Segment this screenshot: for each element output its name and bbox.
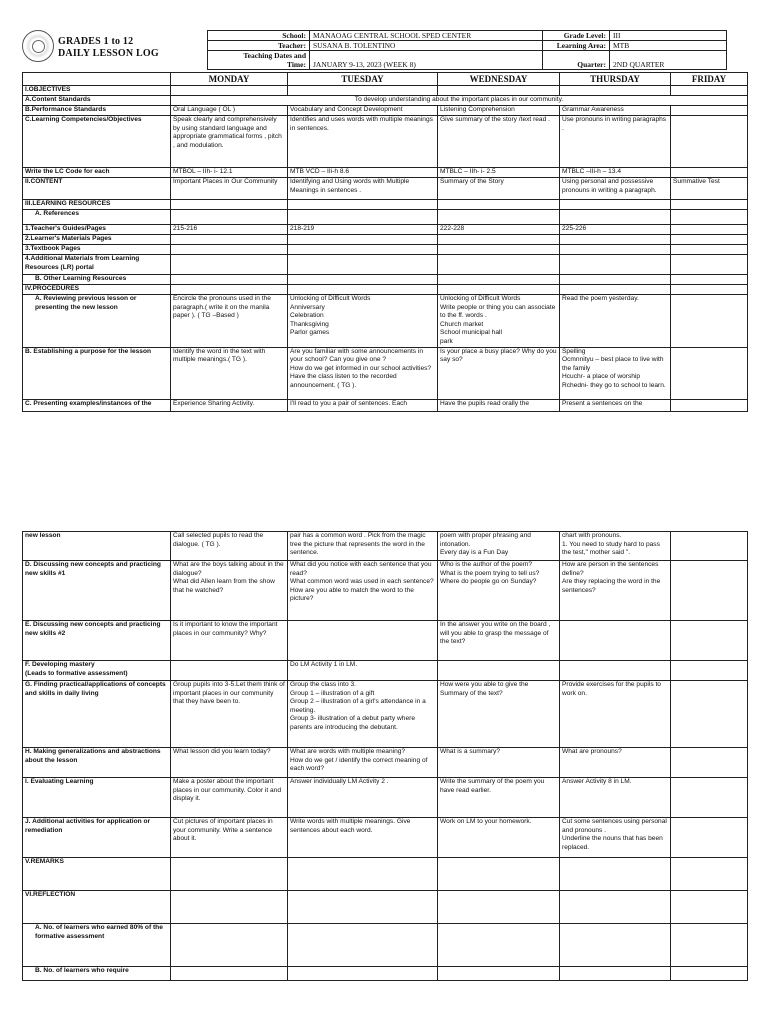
cell-wednesday [438,967,560,981]
row-label: 1.Teacher's Guides/Pages [23,225,171,235]
day-header-friday: FRIDAY [671,73,748,86]
cell-wednesday: Unlocking of Difficult Words Write people or thing you can associate to the ff. words . Church market School municipal hall park [438,295,560,348]
cell-tuesday: Write words with multiple meanings. Give sentences about each word. [288,818,438,858]
day-header-row [23,73,748,86]
cell-friday [671,924,748,967]
dates-label [208,51,310,70]
cell-tuesday [288,210,438,225]
cell-tuesday: Are you familiar with some announcements in your school? Can you give one ? How do we get informed in our school activities? Have the class listen to the recorded announcement. ( TG ). [288,347,438,399]
teacher-label: Teacher: [208,41,310,51]
row-label: B. Establishing a purpose for the lesson [23,347,171,399]
cell-friday [671,255,748,275]
cell-tuesday: Identifying and Using words with Multiple Meanings in sentences . [288,178,438,200]
cell-tuesday: Identifies and uses words with multiple meanings in sentences. [288,116,438,168]
cell-friday [671,200,748,210]
cell-thursday: Present a sentences on the [560,399,671,411]
cell-monday [171,200,288,210]
lesson-log-table-part-2 [22,531,748,981]
row-label: H. Making generalizations and abstractions about the lesson [23,748,171,778]
cell-monday [171,891,288,924]
table-row [23,748,748,778]
day-header-wednesday: WEDNESDAY [438,73,560,86]
area-value: MTB [610,41,727,51]
cell-friday [671,168,748,178]
page-1 [22,28,747,412]
table-row [23,347,748,399]
row-label: B.Performance Standards [23,106,171,116]
cell-thursday [560,285,671,295]
cell-thursday: How are person in the sentences define? Are they replacing the word in the sentences? [560,561,671,621]
cell-friday [671,225,748,235]
cell-monday: Speak clearly and comprehensively by using standard language and appropriate grammatical forms , pitch , and modulation. [171,116,288,168]
cell-friday [671,748,748,778]
cell-thursday [560,245,671,255]
cell-tuesday: Vocabulary and Concept Development [288,106,438,116]
document-header [22,28,747,72]
cell-monday: Is it important to know the important places in our community? Why? [171,621,288,661]
cell-tuesday [288,924,438,967]
cell-wednesday [438,200,560,210]
cell-friday [671,295,748,348]
cell-friday [671,275,748,285]
cell-friday [671,778,748,818]
row-label: D. Discussing new concepts and practicing new skills #1 [23,561,171,621]
table-row [23,255,748,275]
cell-tuesday [288,891,438,924]
cell-tuesday [288,200,438,210]
cell-friday [671,858,748,891]
cell-wednesday: Have the pupils read orally the [438,399,560,411]
cell-thursday [560,924,671,967]
cell-wednesday: Summary of the Story [438,178,560,200]
cell-thursday: Grammar Awareness [560,106,671,116]
table-row [23,399,748,411]
cell-wednesday [438,275,560,285]
area-label: Learning Area: [543,41,610,51]
cell-tuesday: Group the class into 3. Group 1 – illustration of a gift Group 2 – illustration of a girl's attendance in a meeting. Group 3- illustration of a debut party where parents are introducing the debutant. [288,681,438,748]
table-row [23,818,748,858]
cell-thursday [560,858,671,891]
row-label: G. Finding practical/applications of concepts and skills in daily living [23,681,171,748]
cell-friday [671,86,748,96]
page-2 [22,531,747,981]
table-row [23,178,748,200]
cell-thursday: Answer Activity 8 in LM. [560,778,671,818]
table-row [23,106,748,116]
cell-tuesday: What are words with multiple meaning? How do we get / identify the correct meaning of each word? [288,748,438,778]
title-line-1: GRADES 1 to 12 [58,36,134,47]
cell-tuesday: pair has a common word . Pick from the magic tree the picture that represents the word in the sentence. [288,532,438,561]
cell-wednesday [438,858,560,891]
table-row [23,681,748,748]
cell-wednesday: Work on LM to your homework. [438,818,560,858]
cell-wednesday: Listening Comprehension [438,106,560,116]
cell-wednesday: Write the summary of the poem you have read earlier. [438,778,560,818]
day-header-tuesday: TUESDAY [288,73,438,86]
cell-thursday [560,210,671,225]
cell-friday [671,661,748,681]
row-label: B. Other Learning Resources [23,275,171,285]
cell-wednesday [438,210,560,225]
cell-friday [671,106,748,116]
cell-friday [671,532,748,561]
cell-monday: Experience Sharing Activity. [171,399,288,411]
cell-wednesday [438,245,560,255]
table-row [23,295,748,348]
cell-friday [671,621,748,661]
table-row [23,285,748,295]
row-label: F. Developing mastery (Leads to formative assessment) [23,661,171,681]
table-row [23,86,748,96]
dates-label-line-1: Teaching Dates and [243,51,306,60]
row-label: 4.Additional Materials from Learning Resources (LR) portal [23,255,171,275]
cell-tuesday [288,285,438,295]
cell-thursday [560,86,671,96]
cell-friday [671,681,748,748]
cell-wednesday: poem with proper phrasing and intonation. Every day is a Fun Day [438,532,560,561]
quarter-value: 2ND QUARTER [610,51,727,70]
cell-friday [671,818,748,858]
cell-thursday: 225-226 [560,225,671,235]
cell-friday [671,347,748,399]
day-header-thursday: THURSDAY [560,73,671,86]
info-table [207,30,727,70]
cell-tuesday [288,967,438,981]
row-label: Write the LC Code for each [23,168,171,178]
row-label: 2.Learner's Materials Pages [23,235,171,245]
row-label: A. Reviewing previous lesson or presenting the new lesson [23,295,171,348]
cell-wednesday: Who is the author of the poem? What is the poem trying to tell us? Where do people go on Sunday? [438,561,560,621]
cell-tuesday: Unlocking of Difficult Words Anniversary Celebration Thanksgiving Parlor games [288,295,438,348]
cell-monday: What are the boys talking about in the dialogue? What did Allen learn from the show that he watched? [171,561,288,621]
table-row [23,225,748,235]
cell-wednesday: Is your place a busy place? Why do you say so? [438,347,560,399]
table-row [23,967,748,981]
cell-wednesday [438,86,560,96]
row-label: III.LEARNING RESOURCES [23,200,171,210]
cell-thursday: Read the poem yesterday. [560,295,671,348]
cell-thursday: What are pronouns? [560,748,671,778]
row-label: I.OBJECTIVES [23,86,171,96]
cell-monday: MTBOL – IIh- i- 12.1 [171,168,288,178]
cell-monday [171,255,288,275]
table-row [23,210,748,225]
table-row [23,661,748,681]
cell-thursday [560,661,671,681]
cell-monday: Identify the word in the text with multiple meanings.( TG ). [171,347,288,399]
cell-friday [671,399,748,411]
table-row [23,168,748,178]
cell-friday [671,891,748,924]
dates-label-line-2: Time: [286,60,306,69]
cell-monday: Call selected pupils to read the dialogue. ( TG ). [171,532,288,561]
table-row [23,275,748,285]
cell-wednesday [438,285,560,295]
row-label: C. Presenting examples/instances of the [23,399,171,411]
content-standard-cell: To develop understanding about the important places in our community. [171,96,748,106]
table-row [23,891,748,924]
cell-friday: Summative Test [671,178,748,200]
cell-monday [171,235,288,245]
cell-friday [671,561,748,621]
cell-monday [171,924,288,967]
row-label: C.Learning Competencies/Objectives [23,116,171,168]
cell-wednesday: How were you able to give the Summary of the text? [438,681,560,748]
row-label: VI.REFLECTION [23,891,171,924]
deped-seal-icon [22,30,54,62]
cell-friday [671,245,748,255]
cell-thursday: Using personal and possessive pronouns in writing a paragraph. [560,178,671,200]
row-label: new lesson [23,532,171,561]
cell-wednesday [438,255,560,275]
cell-monday: What lesson did you learn today? [171,748,288,778]
cell-wednesday: What is a summary? [438,748,560,778]
cell-wednesday [438,661,560,681]
day-header-monday: MONDAY [171,73,288,86]
row-label: J. Additional activities for application or remediation [23,818,171,858]
row-label: A. References [23,210,171,225]
cell-monday [171,285,288,295]
cell-thursday: Use pronouns in writing paragraphs . [560,116,671,168]
row-label: IV.PROCEDURES [23,285,171,295]
cell-friday [671,235,748,245]
cell-tuesday: 218-219 [288,225,438,235]
table-row [23,778,748,818]
quarter-label: Quarter: [543,51,610,70]
row-label: I. Evaluating Learning [23,778,171,818]
cell-tuesday: I'll read to you a pair of sentences. Each [288,399,438,411]
cell-tuesday [288,621,438,661]
cell-tuesday: MTB VCD – IIi-h 8.6 [288,168,438,178]
cell-thursday [560,621,671,661]
cell-friday [671,967,748,981]
dates-value: JANUARY 9-13, 2023 (WEEK 8) [310,51,543,70]
school-value: MANAOAG CENTRAL SCHOOL SPED CENTER [310,31,543,41]
table-row [23,96,748,106]
cell-wednesday [438,924,560,967]
cell-wednesday [438,891,560,924]
row-label: A.Content Standards [23,96,171,106]
cell-monday [171,210,288,225]
cell-monday: Important Places in Our Community [171,178,288,200]
cell-monday [171,967,288,981]
cell-friday [671,285,748,295]
table-row [23,621,748,661]
table-row [23,235,748,245]
cell-monday: Oral Language ( OL ) [171,106,288,116]
cell-tuesday [288,86,438,96]
title-line-2: DAILY LESSON LOG [58,48,159,59]
cell-wednesday: Give summary of the story /text read . [438,116,560,168]
cell-friday [671,210,748,225]
cell-monday: Make a poster about the important places in our community. Color it and display it. [171,778,288,818]
lesson-log-table-part-1 [22,72,748,412]
cell-tuesday: Do LM Activity 1 in LM. [288,661,438,681]
cell-tuesday: What did you notice with each sentence that you read? What common word was used in each sentence? How are you able to match the word to the picture? [288,561,438,621]
cell-monday [171,275,288,285]
cell-thursday: Provide exercises for the pupils to work on. [560,681,671,748]
table-row [23,116,748,168]
cell-monday [171,858,288,891]
school-label: School: [208,31,310,41]
cell-thursday [560,255,671,275]
cell-thursday: MTBLC –IIi-h – 13.4 [560,168,671,178]
row-label: A. No. of learners who earned 80% of the formative assessment [23,924,171,967]
document-title [58,36,159,60]
cell-tuesday: Answer individually LM Activity 2 . [288,778,438,818]
cell-thursday [560,200,671,210]
table-row [23,561,748,621]
teacher-value: SUSANA B. TOLENTINO [310,41,543,51]
cell-monday: Encircle the pronouns used in the paragraph.( write it on the manila paper ). ( TG –Based ) [171,295,288,348]
day-header-blank [23,73,171,86]
cell-monday: Group pupils into 3-5.Let them think of important places in our community that they have been to. [171,681,288,748]
table-row [23,924,748,967]
table-row [23,200,748,210]
table-row [23,532,748,561]
cell-thursday: Spelling Ocmnnityu – best place to live with the family Hcuchr- a place of worship Rchedni- they go to school to learn. [560,347,671,399]
table-row [23,858,748,891]
cell-tuesday [288,858,438,891]
cell-thursday: chart with pronouns. 1. You need to study hard to pass the test," mother said ". [560,532,671,561]
grade-label: Grade Level: [543,31,610,41]
table-row [23,245,748,255]
row-label: II.CONTENT [23,178,171,200]
cell-monday [171,661,288,681]
cell-tuesday [288,235,438,245]
cell-monday: 215-216 [171,225,288,235]
grade-value: III [610,31,727,41]
row-label: 3.Textbook Pages [23,245,171,255]
cell-tuesday [288,245,438,255]
cell-friday [671,116,748,168]
row-label: B. No. of learners who require [23,967,171,981]
cell-thursday [560,967,671,981]
cell-thursday [560,235,671,245]
row-label: E. Discussing new concepts and practicing new skills #2 [23,621,171,661]
cell-monday [171,245,288,255]
row-label: V.REMARKS [23,858,171,891]
cell-tuesday [288,255,438,275]
cell-tuesday [288,275,438,285]
cell-monday [171,86,288,96]
cell-monday: Cut pictures of important places in your community. Write a sentence about it. [171,818,288,858]
cell-wednesday: MTBLC – IIh- i- 2.5 [438,168,560,178]
cell-thursday [560,275,671,285]
cell-thursday [560,891,671,924]
cell-thursday: Cut some sentences using personal and pronouns . Underline the nouns that has been replaced. [560,818,671,858]
cell-wednesday: In the answer you write on the board , will you able to grasp the message of the text? [438,621,560,661]
cell-wednesday [438,235,560,245]
cell-wednesday: 222-228 [438,225,560,235]
